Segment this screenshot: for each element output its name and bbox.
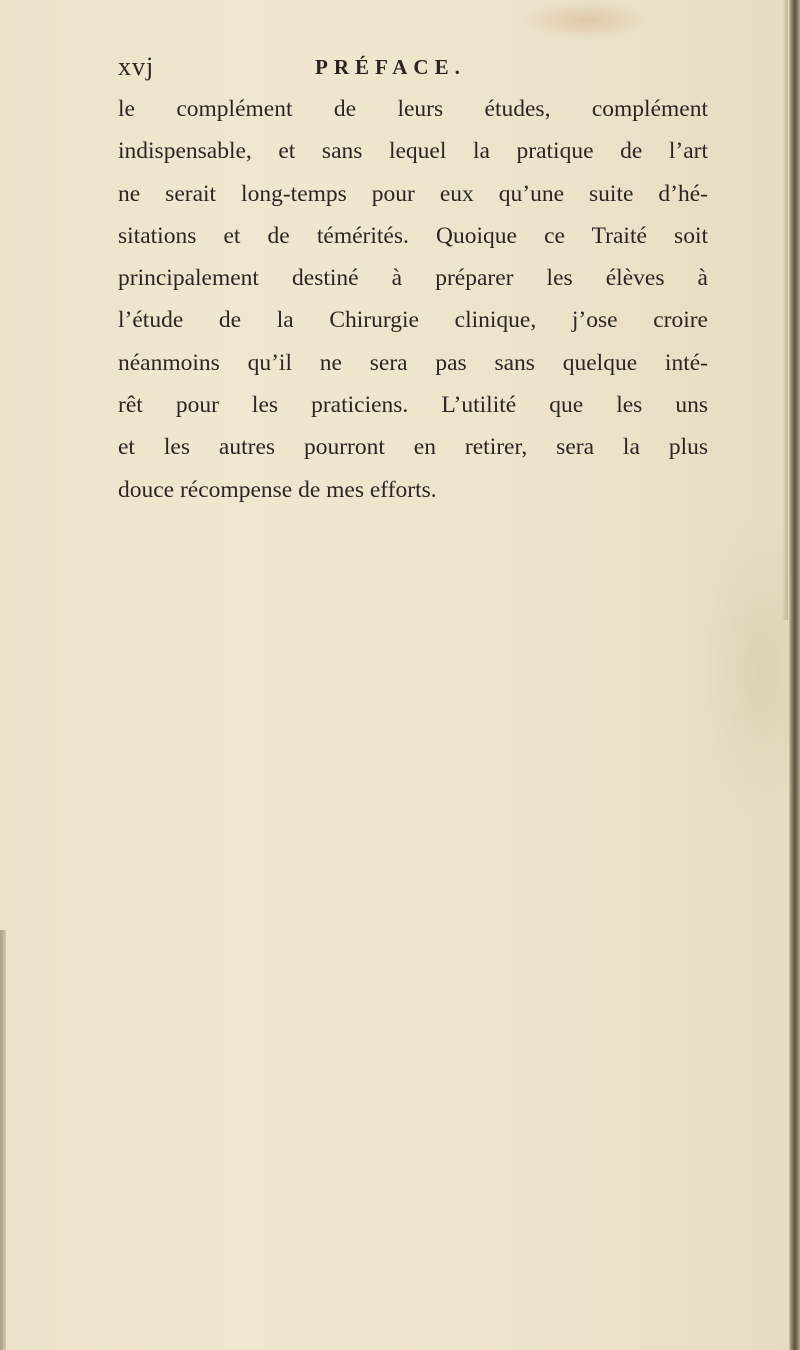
- paper-stain: [520, 0, 650, 40]
- text-line: principalement destiné à préparer les élèves à: [118, 265, 708, 292]
- text-line: indispensable, et sans lequel la pratique de l’art: [118, 138, 708, 165]
- text-line: néanmoins qu’il ne sera pas sans quelque inté-: [118, 349, 708, 376]
- text-line: rêt pour les praticiens. L’utilité que les uns: [118, 392, 708, 419]
- page-number: xvj: [118, 52, 155, 81]
- text-line: l’étude de la Chirurgie clinique, j’ose croire: [118, 307, 708, 334]
- text-line: sitations et de témérités. Quoique ce Traité soit: [118, 222, 708, 249]
- text-line: le complément de leurs études, complément: [118, 96, 708, 122]
- page-edge: [0, 930, 6, 1350]
- page-edge-shadow: [782, 0, 788, 620]
- text-line: douce récompense de mes efforts.: [118, 476, 437, 503]
- page-edge: [789, 0, 800, 1350]
- body-paragraph: [118, 88, 708, 511]
- text-line: et les autres pourront en retirer, sera la plus: [118, 434, 708, 461]
- running-title: PRÉFACE.: [315, 55, 466, 79]
- running-header: [118, 52, 698, 88]
- text-line: ne serait long-temps pour eux qu’une suite d’hé-: [118, 180, 708, 207]
